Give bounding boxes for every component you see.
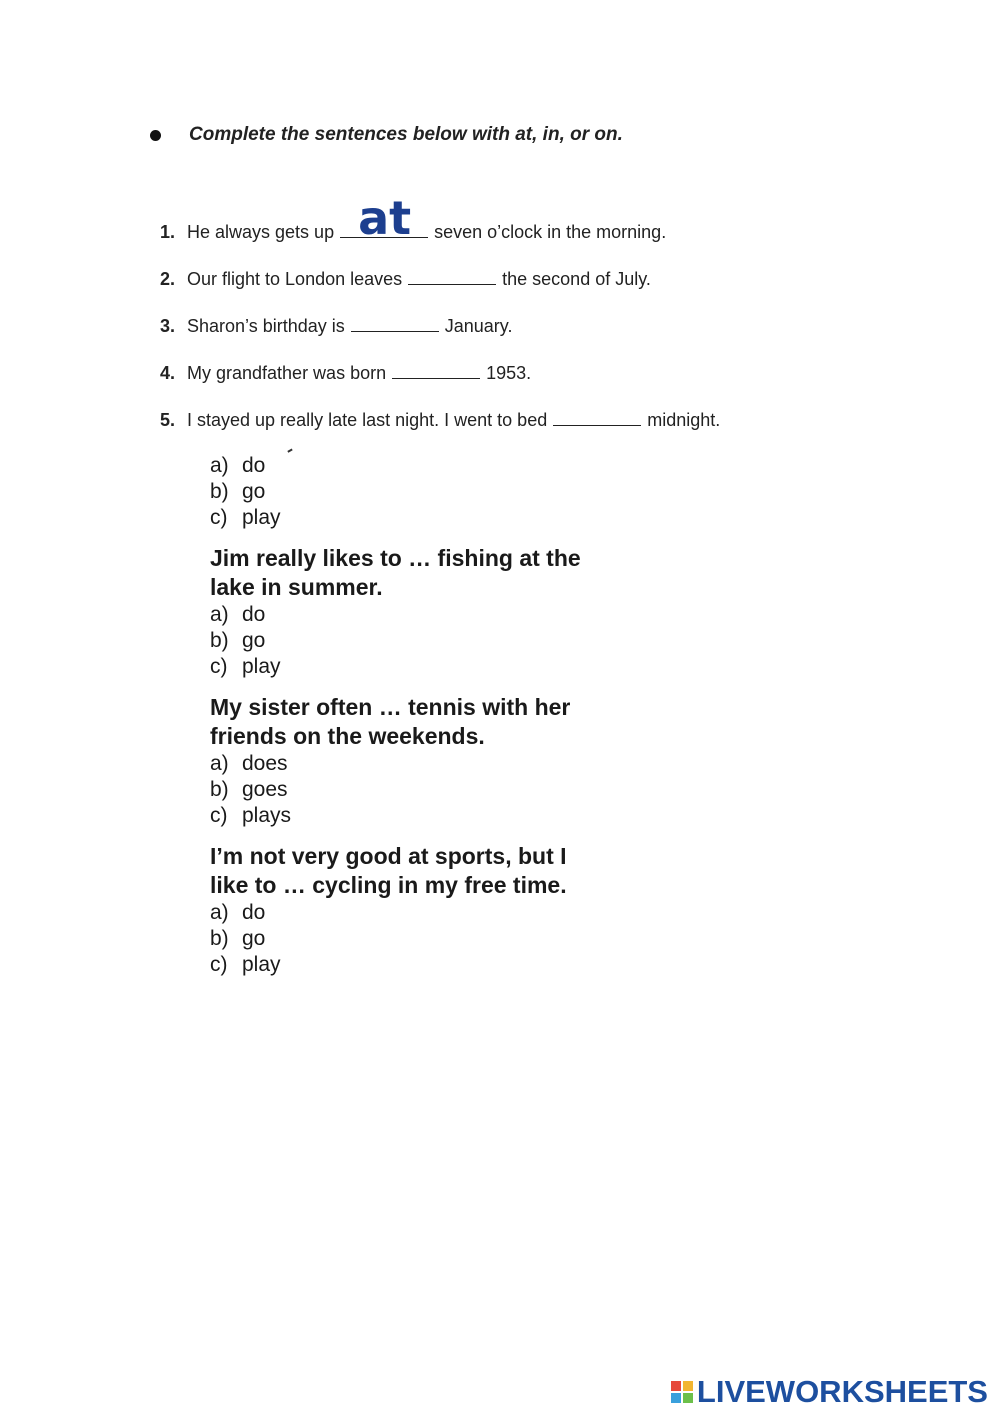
answer-blank-3[interactable]	[351, 317, 439, 332]
option-a[interactable]: a) do	[210, 603, 266, 626]
question-text-after: 1953.	[486, 363, 532, 383]
instruction	[150, 124, 623, 146]
mc-question-stem: I’m not very good at sports, but I like to … cycling in my free time.	[210, 843, 567, 898]
liveworksheets-logo	[671, 1374, 988, 1410]
bullet-icon	[150, 130, 161, 141]
question-1	[160, 191, 667, 245]
option-b[interactable]: b) go	[210, 480, 266, 503]
question-text-before: He always gets up	[187, 222, 335, 242]
mc-question-0	[210, 453, 281, 531]
instruction-text: Complete the sentences below with at, in, or on.	[189, 124, 623, 145]
option-c[interactable]: c) play	[210, 506, 281, 529]
answer-blank-4[interactable]	[392, 364, 480, 379]
mc-question-1	[210, 544, 630, 680]
question-text-before: My grandfather was born	[187, 363, 387, 383]
option-a[interactable]: a) do	[210, 454, 266, 477]
question-text-before: Our flight to London leaves	[187, 269, 403, 289]
option-b[interactable]: b) goes	[210, 778, 288, 801]
option-b[interactable]: b) go	[210, 927, 266, 950]
mc-question-stem: Jim really likes to … fishing at the lake in summer.	[210, 545, 581, 600]
question-text-before: I stayed up really late last night. I went to bed	[187, 410, 548, 430]
question-text-after: seven o’clock in the morning.	[434, 222, 667, 242]
question-4	[160, 363, 531, 384]
question-text-before: Sharon’s birthday is	[187, 316, 345, 336]
option-c[interactable]: c) plays	[210, 804, 292, 827]
option-c[interactable]: c) play	[210, 953, 281, 976]
answer-blank-5[interactable]	[553, 411, 641, 426]
option-b[interactable]: b) go	[210, 629, 266, 652]
question-text-after: January.	[444, 316, 513, 336]
option-a[interactable]: a) does	[210, 752, 288, 775]
handwritten-answer: at	[358, 191, 412, 245]
mc-question-3	[210, 842, 630, 978]
question-text-after: midnight.	[647, 410, 721, 430]
option-c[interactable]: c) play	[210, 655, 281, 678]
liveworksheets-logo-icon	[671, 1381, 693, 1403]
answer-blank-2[interactable]	[408, 270, 496, 285]
option-a[interactable]: a) do	[210, 901, 266, 924]
question-number: 1.	[160, 222, 176, 242]
mc-question-stem: My sister often … tennis with her friends on the weekends.	[210, 694, 571, 749]
liveworksheets-wordmark: LIVEWORKSHEETS	[696, 1374, 988, 1409]
question-number: 4.	[160, 363, 176, 383]
question-number: 3.	[160, 316, 176, 336]
question-number: 5.	[160, 410, 176, 430]
cropped-text-fragment	[284, 443, 292, 452]
question-2	[160, 269, 651, 290]
question-text-after: the second of July.	[502, 269, 651, 289]
question-5	[160, 410, 720, 431]
mc-question-2	[210, 693, 630, 829]
question-number: 2.	[160, 269, 176, 289]
question-3	[160, 316, 512, 337]
answer-blank-1[interactable]	[340, 191, 428, 245]
